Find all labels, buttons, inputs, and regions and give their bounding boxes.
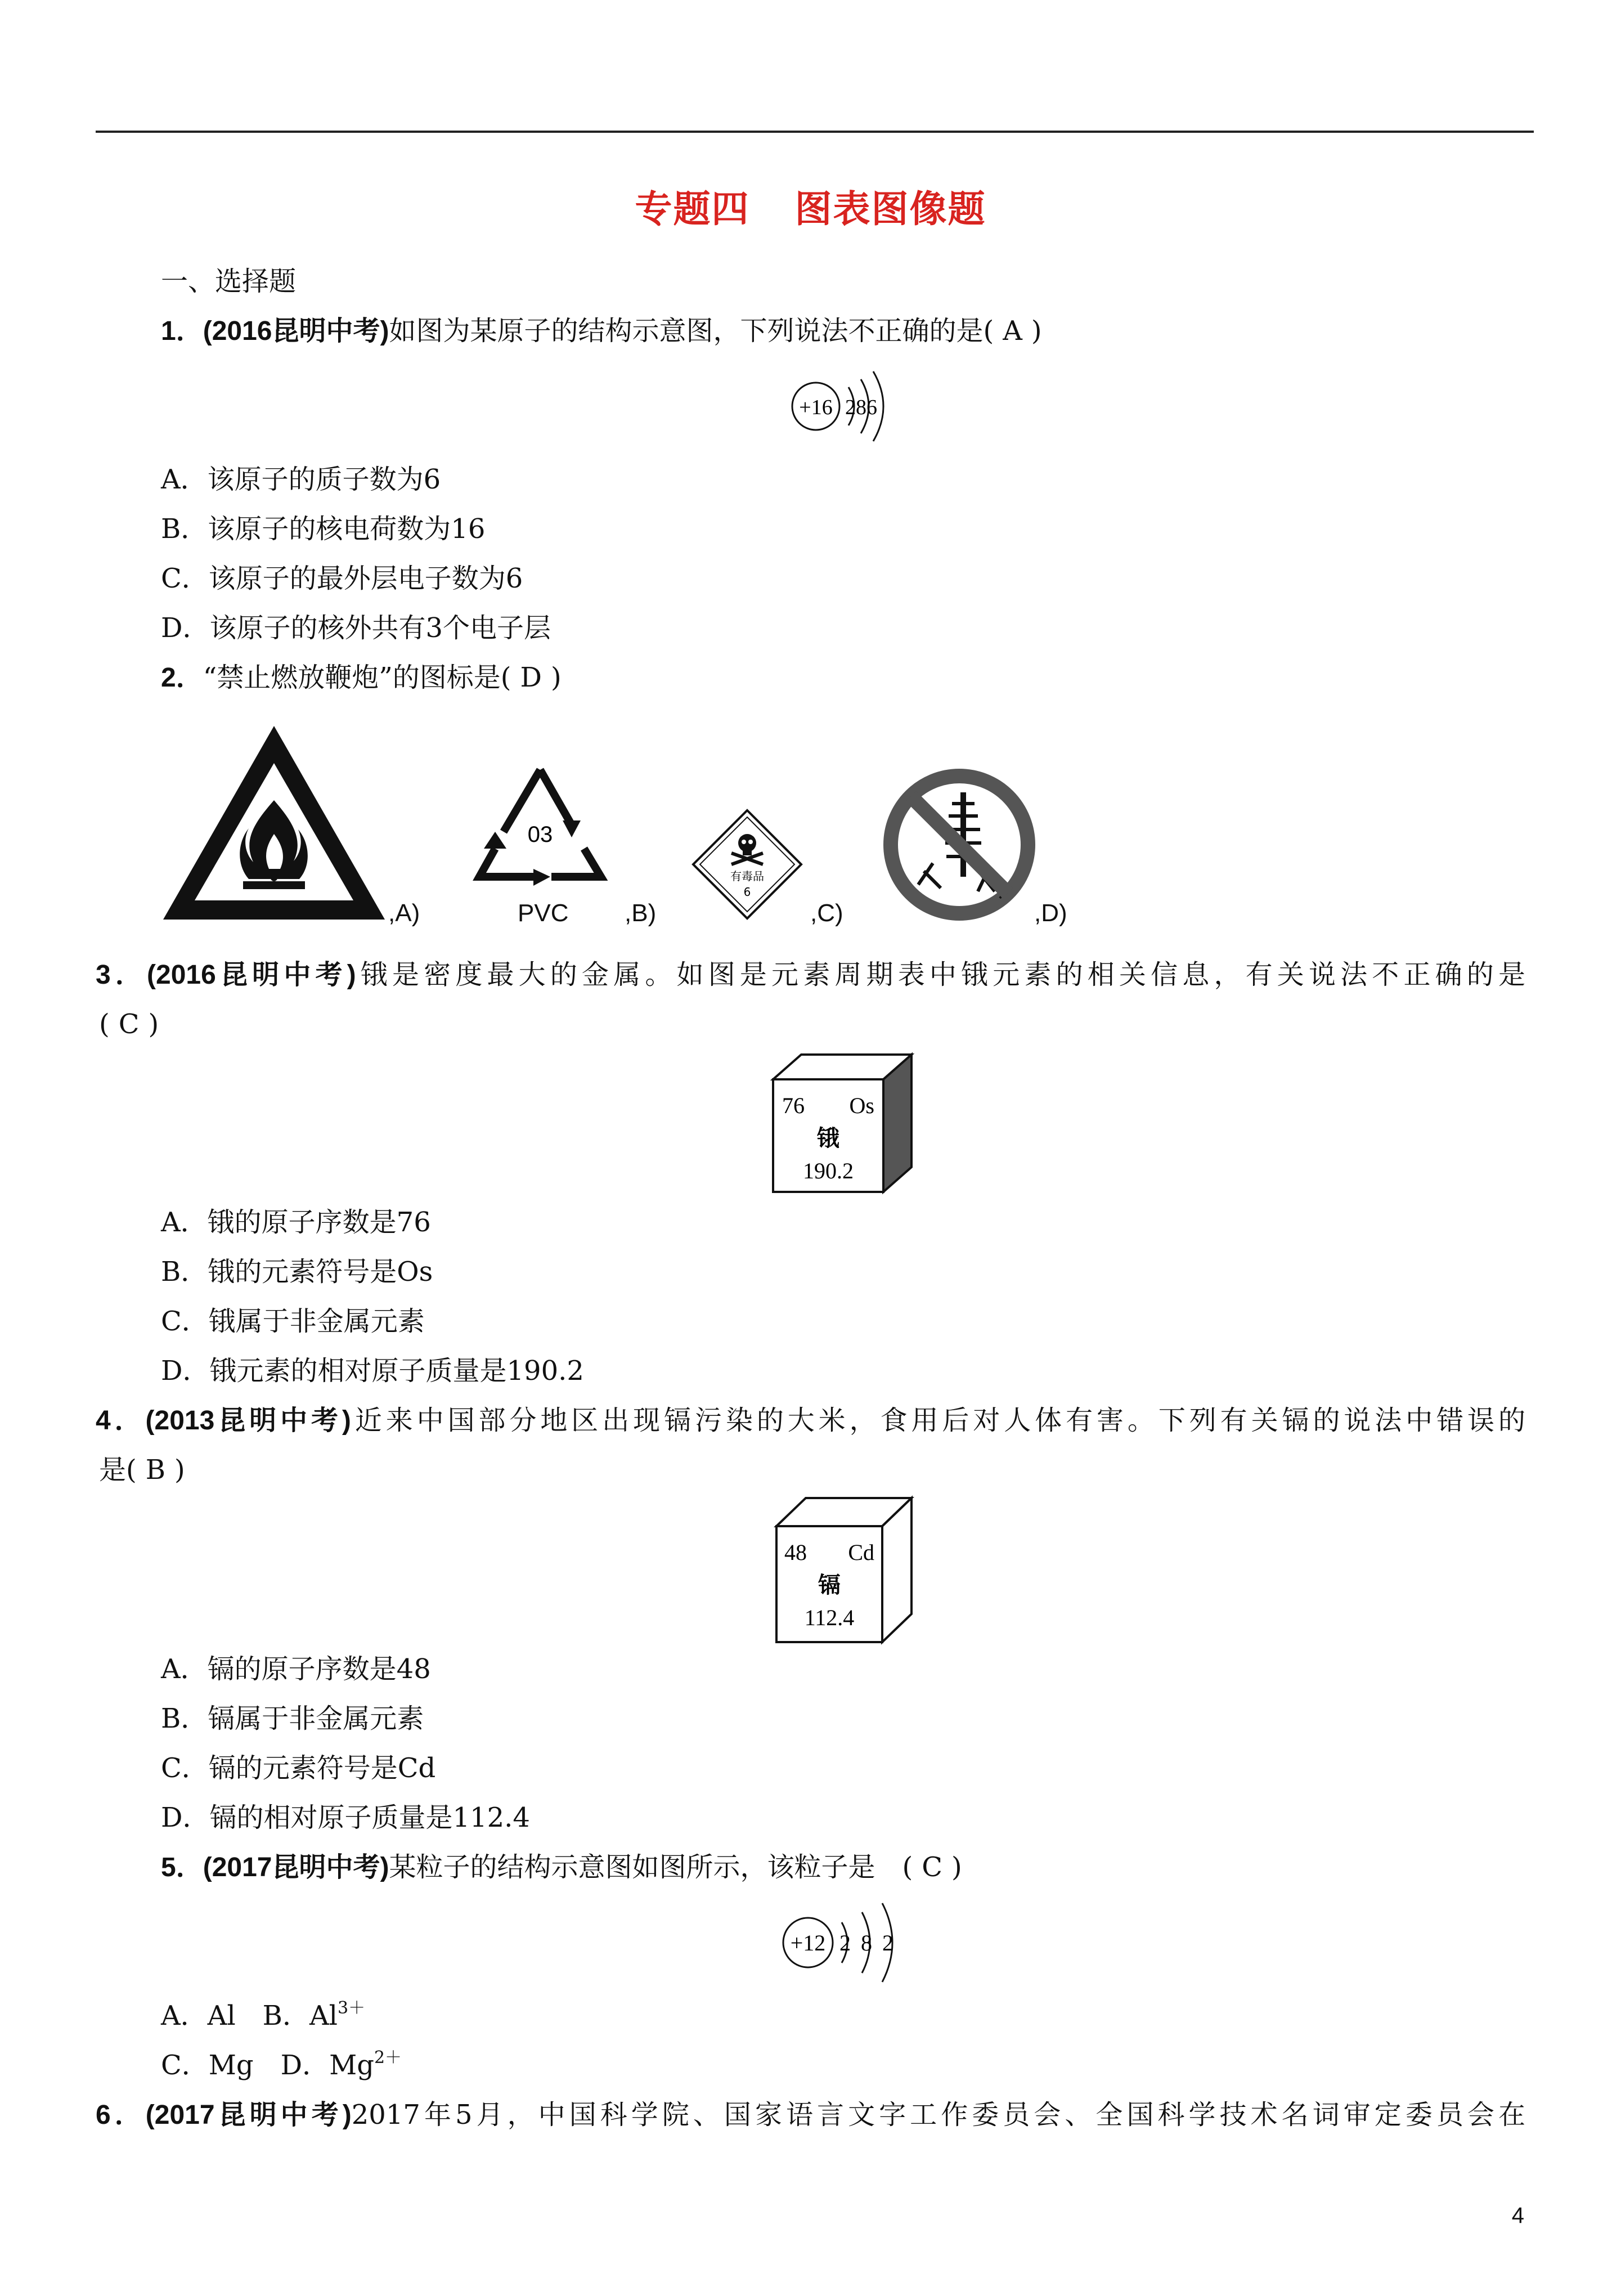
answer: D (520, 662, 542, 693)
option-c: C．该原子的最外层电子数为6 (161, 563, 523, 594)
atomic-mass: 190.2 (803, 1158, 854, 1183)
answer: A (1003, 315, 1022, 347)
element-name: 镉 (818, 1572, 841, 1598)
question-6-stem (96, 2098, 1525, 2132)
icon-d-label: ,D) (1034, 899, 1067, 927)
toxic-hazard-icon (691, 808, 803, 921)
answer: C (922, 1851, 942, 1883)
question-4-stem (96, 1403, 1525, 1438)
toxic-class: 6 (743, 885, 751, 899)
question-text: “禁止燃放鞭炮”的图标是( (203, 662, 511, 693)
question-source: (2017昆明中考) (203, 1853, 389, 1882)
question-5-stem: 5．(2017昆明中考)某粒子的结构示意图如图所示，该粒子是 ( C ) (161, 1851, 962, 1883)
icon-b-name: PVC (518, 899, 569, 927)
question-text: 2017年5月，中国科学院、国家语言文字工作委员会、全国科学技术名词审定委员会在 (351, 2099, 1525, 2131)
atomic-number: 76 (782, 1093, 805, 1118)
question-4-answer: 是( B ) (99, 1454, 185, 1486)
option-b: B．锇的元素符号是Os (161, 1256, 433, 1288)
question-3-stem (96, 958, 1525, 992)
shell-2-count: 8 (861, 1930, 872, 1956)
option-a: A．锇的原子序数是76 (161, 1207, 431, 1238)
option-a: A．镉的原子序数是48 (161, 1653, 431, 1685)
no-firecrackers-icon (879, 764, 1040, 925)
recycle-code: 03 (527, 822, 553, 847)
option-c: C．镉的元素符号是Cd (161, 1752, 436, 1784)
nucleus-charge: +16 (799, 396, 833, 419)
element-symbol: Cd (848, 1540, 874, 1565)
question-number: 5． (161, 1853, 203, 1882)
question-source: (2017昆明中考) (145, 2100, 352, 2130)
nucleus-charge: +12 (790, 1930, 826, 1956)
answer: C (118, 1008, 140, 1040)
recycling-pvc-icon (461, 759, 619, 899)
question-text: 某粒子的结构示意图如图所示，该粒子是 ( (389, 1851, 913, 1883)
question-number: 3． (96, 960, 147, 990)
question-number: 1． (161, 316, 203, 346)
element-symbol: Os (849, 1093, 874, 1118)
question-source: (2013昆明中考) (145, 1406, 351, 1436)
icon-a-label: ,A) (388, 899, 420, 927)
icon-c-label: ,C) (810, 899, 843, 927)
icon-b-label: ,B) (625, 899, 657, 927)
title-part1: 专题四 (635, 187, 750, 231)
options-row-1: A．Al B．$Al^{3+}$ (161, 1998, 366, 2032)
question-number: 4． (96, 1406, 146, 1436)
element-name: 锇 (817, 1125, 839, 1151)
option-d: D．锇元素的相对原子质量是190.2 (161, 1355, 584, 1387)
element-card-osmium (767, 1051, 925, 1198)
question-number: 6． (96, 2100, 146, 2130)
question-2-stem: 2．“禁止燃放鞭炮”的图标是( D ) (161, 662, 562, 693)
options-row-2: C．Mg D．$Mg^{2+}$ (161, 2048, 402, 2081)
question-3-answer: ( C ) (99, 1008, 159, 1040)
atomic-number: 48 (784, 1540, 807, 1565)
shell-3-count: 2 (882, 1930, 893, 1956)
shell-1-count: 2 (839, 1930, 851, 1956)
page-title (0, 179, 1621, 232)
element-card-cadmium (771, 1495, 928, 1647)
electron-shells: 286 (845, 396, 877, 419)
option-b: B．镉属于非金属元素 (161, 1703, 424, 1734)
section-heading: 一、选择题 (161, 266, 297, 297)
atom-structure-diagram-s (788, 366, 900, 456)
option-d: D．该原子的核外共有3个电子层 (161, 612, 551, 644)
option-a: A．该原子的质子数为6 (161, 464, 441, 495)
option-c: C．锇属于非金属元素 (161, 1306, 425, 1337)
toxic-label: 有毒品 (730, 869, 764, 883)
option-b: B．该原子的核电荷数为16 (161, 513, 486, 545)
answer: B (145, 1454, 166, 1486)
page-number: 4 (1511, 2203, 1524, 2228)
question-source: (2016昆明中考) (203, 316, 389, 346)
ion-structure-diagram-mg (779, 1899, 914, 1989)
question-source: (2016昆明中考) (147, 960, 356, 990)
question-1-stem: 1．(2016昆明中考)如图为某原子的结构示意图，下列说法不正确的是( A ) (161, 315, 1042, 347)
question-text: 如图为某原子的结构示意图，下列说法不正确的是( (389, 315, 994, 347)
flammable-warning-icon (159, 721, 389, 924)
atomic-mass: 112.4 (804, 1605, 855, 1630)
title-part2: 图表图像题 (794, 187, 986, 231)
question-text: 锇是密度最大的金属。如图是元素周期表中锇元素的相关信息，有关说法不正确的是 (356, 959, 1525, 990)
question-text: 近来中国部分地区出现镉污染的大米，食用后对人体有害。下列有关镉的说法中错误的 (351, 1405, 1525, 1436)
question-number: 2． (161, 663, 203, 693)
option-d: D．镉的相对原子质量是112.4 (161, 1802, 530, 1833)
header-rule (96, 131, 1534, 133)
